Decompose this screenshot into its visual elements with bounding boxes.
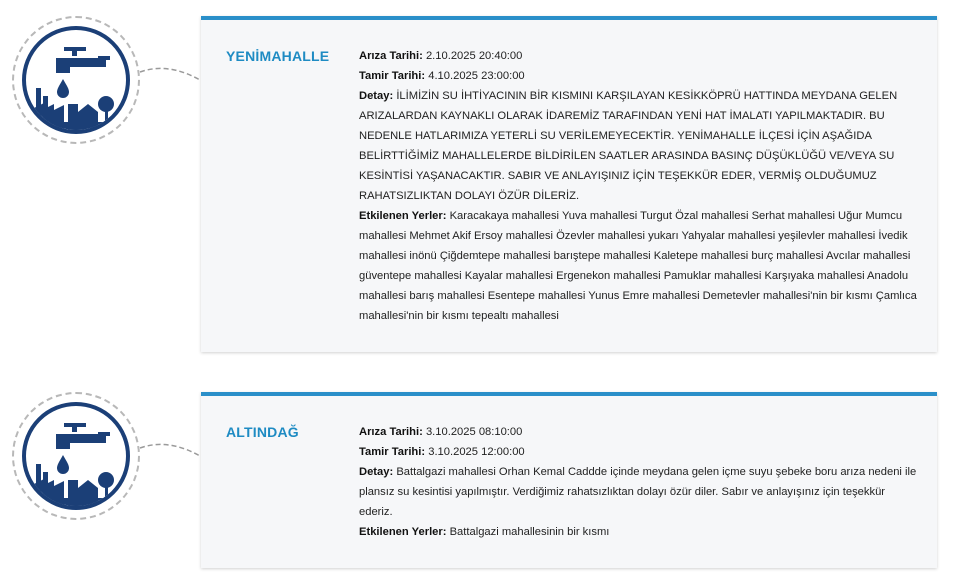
icon-badge [12,16,140,144]
fault-date-value: 3.10.2025 08:10:00 [425,426,523,438]
repair-date-label: Tamir Tarihi: [359,446,426,458]
connector-line [138,434,202,474]
outage-card [201,16,937,352]
affected-label: Etkilenen Yerler: [359,210,447,222]
repair-date-label: Tamir Tarihi: [359,70,426,82]
outage-details [359,422,919,542]
detail-row [359,462,919,522]
fault-date-row [359,422,919,442]
affected-row [359,522,919,542]
affected-text: Battalgazi mahallesinin bir kısmı [449,526,610,538]
connector-line [138,58,202,98]
repair-date-row [359,442,919,462]
outage-details [359,46,919,326]
water-tap-city-icon [22,402,130,510]
affected-row [359,206,919,326]
repair-date-value: 3.10.2025 12:00:00 [428,446,525,458]
fault-date-row [359,46,919,66]
district-title: ALTINDAĞ [226,424,299,440]
detail-row [359,86,919,206]
fault-date-label: Arıza Tarihi: [359,50,423,62]
affected-text: Karacakaya mahallesi Yuva mahallesi Turgut Özal mahallesi Serhat mahallesi Uğur Mumcu mahallesi Mehmet Akif Ersoy mahallesi Özevler mahallesi yukarı Yahyalar mahallesi yeşilevler mahallesi İvedik mahallesi inönü Çiğdemtepe mahallesi barıştepe mahallesi Kaletepe mahallesi burç mahallesi Avcılar mahallesi güventepe mahallesi Kayalar mahallesi Ergenekon mahallesi Pamuklar mahallesi Karşıyaka mahallesi Anadolu mahallesi barış mahallesi Esentepe mahallesi Yunus Emre mahallesi Demetevler mahallesi'nin bir kısmı Çamlıca mahallesi'nin bir kısmı tepealtı mahallesi [359,210,917,322]
repair-date-row [359,66,919,86]
detail-text: İLİMİZİN SU İHTİYACININ BİR KISMINI KARŞILAYAN KESİKKÖPRÜ HATTINDA MEYDANA GELEN ARIZALARDAN KAYNAKLI OLARAK İDAREMİZ TARAFINDAN YENİ HAT İMALATI YAPILMAKTADIR. BU NEDENLE HATLARIMIZA YETERLİ SU VERİLEMEYECEKTİR. YENİMAHALLE İLÇESİ İÇİN AŞAĞIDA BELİRTTİĞİMİZ MAHALLELERDE BİLDİRİLEN SAATLER ARASINDA BASINÇ DÜŞÜKLÜĞÜ VE/VEYA SU KESİNTİSİ YAŞANACAKTIR. SABIR VE ANLAYIŞINIZ İÇİN TEŞEKKÜR EDER, VERMİŞ OLDUĞUMUZ RAHATSIZLIKTAN DOLAYI ÖZÜR DİLERİZ. [359,90,898,202]
detail-text: Battalgazi mahallesi Orhan Kemal Caddde içinde meydana gelen içme suyu şebeke boru arıza nedeni ile plansız su kesintisi yapılmıştır. Verdiğimiz rahatsızlıktan dolayı özür diler. Sabır ve anlayışınız için teşekkür ederiz. [359,466,917,518]
district-title: YENİMAHALLE [226,48,330,64]
fault-date-value: 2.10.2025 20:40:00 [425,50,523,62]
detail-label: Detay: [359,90,394,102]
fault-date-label: Arıza Tarihi: [359,426,423,438]
repair-date-value: 4.10.2025 23:00:00 [428,70,525,82]
affected-label: Etkilenen Yerler: [359,526,447,538]
detail-label: Detay: [359,466,394,478]
outage-card [201,392,937,568]
icon-badge [12,392,140,520]
water-tap-city-icon [22,26,130,134]
